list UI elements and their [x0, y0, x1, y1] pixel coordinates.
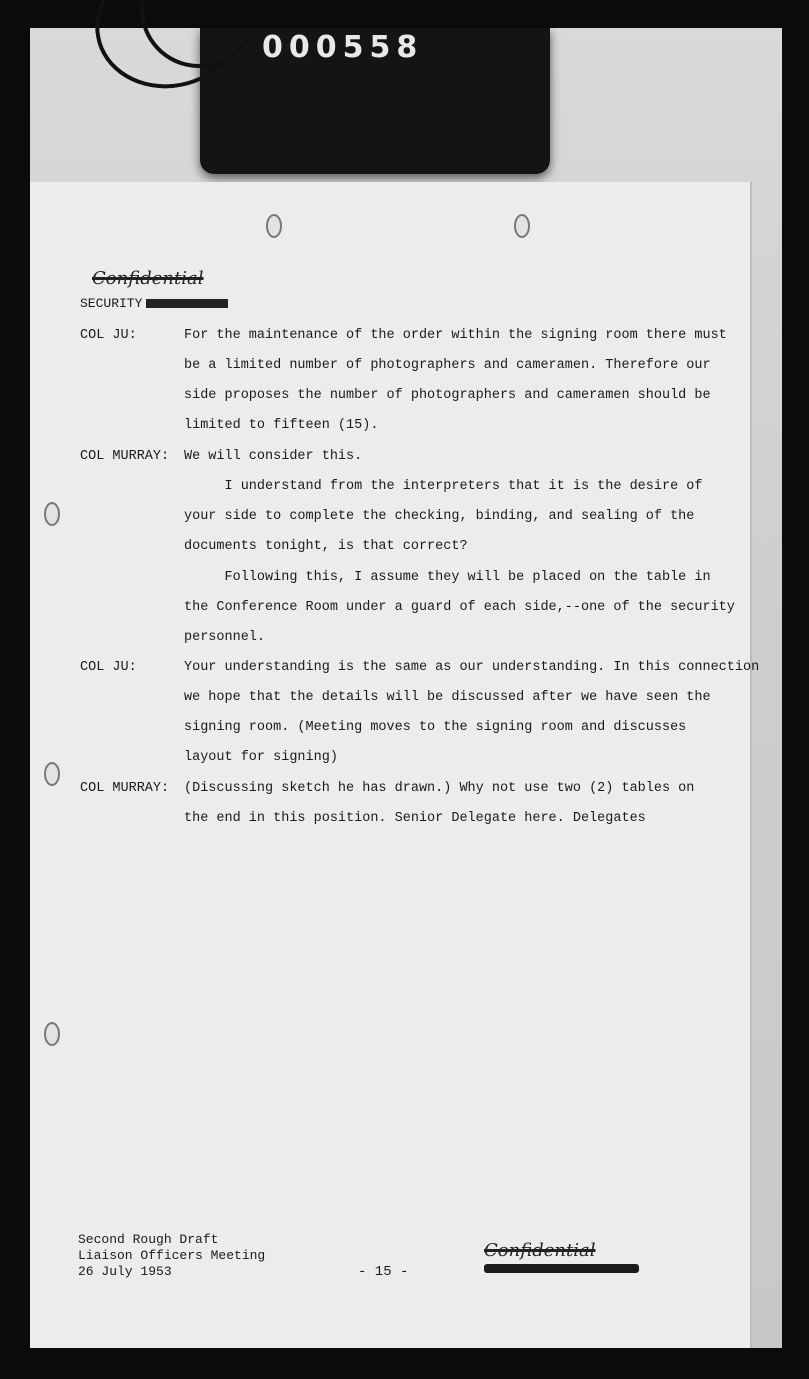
dialogue-line: documents tonight, is that correct?	[184, 539, 468, 554]
draft-line: Liaison Officers Meeting	[78, 1248, 266, 1263]
punch-hole-icon	[266, 214, 282, 238]
document-page	[30, 182, 750, 1348]
classification-label	[80, 296, 228, 311]
counter-digits: 000558	[262, 30, 424, 65]
speaker-label: COL JU:	[80, 328, 137, 343]
dialogue-line: Your understanding is the same as our understanding. In this connection	[184, 660, 760, 675]
redaction-bar	[484, 1264, 639, 1273]
dialogue-line: We will consider this.	[184, 449, 363, 464]
handwritten-classification: Confidential	[92, 268, 204, 289]
speaker-label: COL MURRAY:	[80, 449, 170, 464]
dialogue-line: side proposes the number of photographers and cameramen should be	[184, 388, 711, 403]
handwritten-stamp: Confidential	[484, 1240, 596, 1261]
punch-hole-icon	[514, 214, 530, 238]
dialogue-line: personnel.	[184, 630, 266, 645]
dialogue-line: limited to fifteen (15).	[184, 418, 379, 433]
dialogue-line: Following this, I assume they will be placed on the table in	[184, 570, 711, 585]
dialogue-line: (Discussing sketch he has drawn.) Why not use two (2) tables on	[184, 781, 695, 796]
classification-stamp	[484, 1240, 644, 1282]
dialogue-line: your side to complete the checking, binding, and sealing of the	[184, 509, 695, 524]
redaction-bar	[146, 299, 228, 308]
dialogue-line: be a limited number of photographers and cameramen. Therefore our	[184, 358, 711, 373]
dialogue-line: the Conference Room under a guard of each side,--one of the security	[184, 600, 735, 615]
page-number: - 15 -	[358, 1264, 409, 1280]
dialogue-line: signing room. (Meeting moves to the signing room and discusses	[184, 720, 687, 735]
draft-line: Second Rough Draft	[78, 1232, 219, 1247]
dialogue-line: we hope that the details will be discussed after we have seen the	[184, 690, 711, 705]
draft-info	[78, 1232, 265, 1280]
punch-hole-icon	[44, 502, 60, 526]
dialogue-line: layout for signing)	[184, 750, 338, 765]
draft-line: 26 July 1953	[78, 1264, 172, 1279]
speaker-label: COL JU:	[80, 660, 137, 675]
speaker-label: COL MURRAY:	[80, 781, 170, 796]
punch-hole-icon	[44, 1022, 60, 1046]
classification-label-text: SECURITY	[80, 296, 143, 311]
punch-hole-icon	[44, 762, 60, 786]
dialogue-line: For the maintenance of the order within the signing room there must	[184, 328, 727, 343]
dialogue-line: I understand from the interpreters that it is the desire of	[184, 479, 703, 494]
dialogue-line: the end in this position. Senior Delegate here. Delegates	[184, 811, 646, 826]
